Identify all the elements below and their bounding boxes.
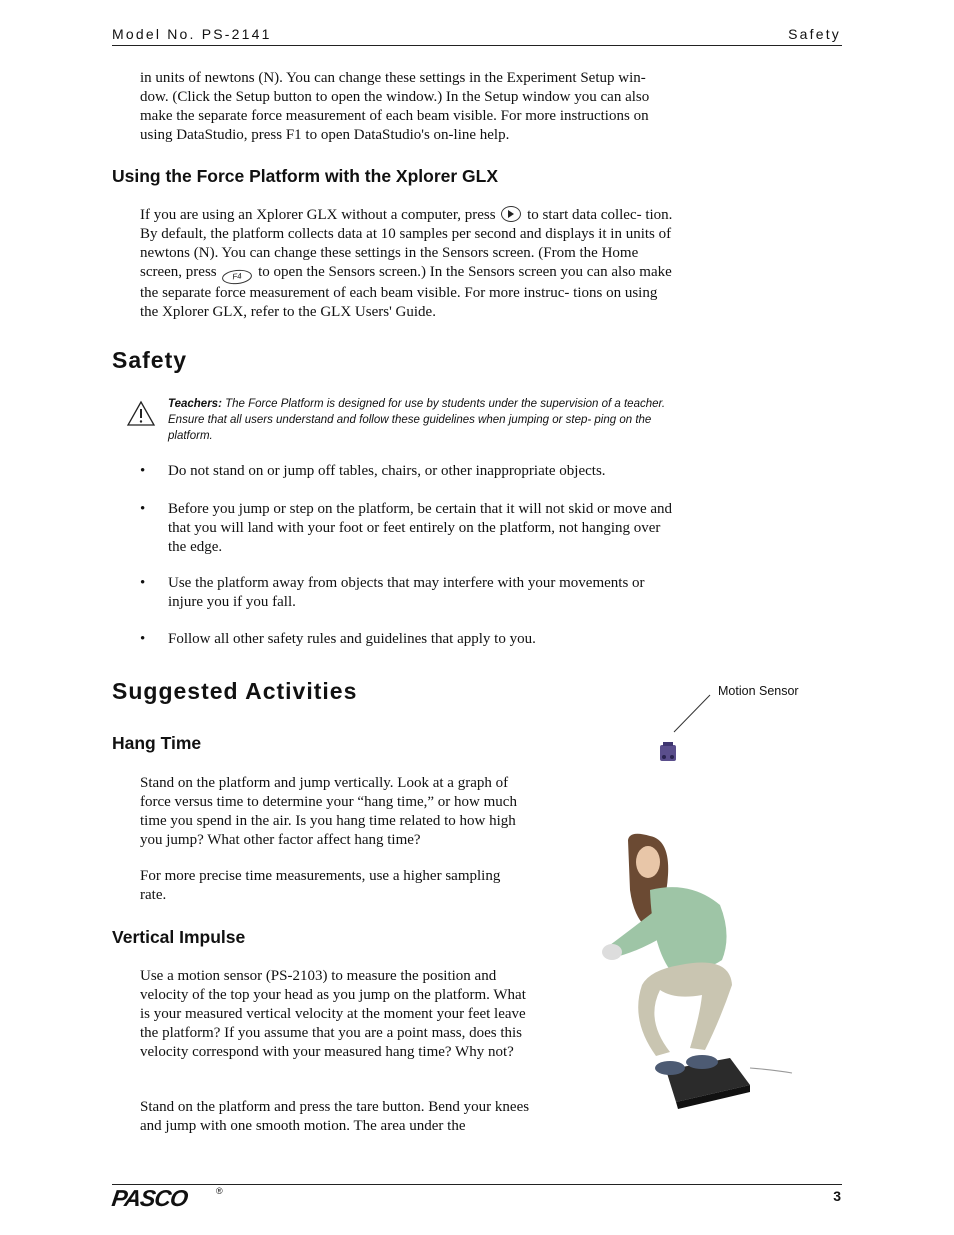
jumping-person-illustration <box>590 690 820 1110</box>
bullet-marker: • <box>140 463 146 479</box>
vertical-impulse-paragraph-2: Stand on the platform and press the tare button. Bend your knees and jump with one smooth motion. The area under the <box>140 1099 530 1134</box>
registered-mark: ® <box>216 1186 223 1196</box>
motion-sensor-icon <box>660 742 676 761</box>
xplorer-text-3: to open the Sensors screen.) In the Sensors screen you can also make the separate force measurement of each beam visible. For more instruc- tions on using the Xplorer GLX, refer to the GLX Users' Guide. <box>140 264 672 320</box>
bullet-marker: • <box>140 501 146 517</box>
hang-time-paragraph-2: For more precise time measurements, use a higher sampling rate. <box>140 868 501 903</box>
xplorer-text-1: If you are using an Xplorer GLX without a computer, press <box>140 207 496 223</box>
intro-paragraph: in units of newtons (N). You can change these settings in the Experiment Setup win- dow. (Click the Setup button to open the window.) In the Setup window you can also make the separate force measurement of each beam visible. For more instructions on using DataStudio, press F1 to open DataStudio's on-line help. <box>140 70 650 143</box>
f4-key-icon: F4 <box>222 268 253 285</box>
vertical-impulse-paragraph-1: Use a motion sensor (PS-2103) to measure the position and velocity of the top your head as you jump on the platform. What is your measured vertical velocity at the moment your feet leave the platform? If you assume that you are a point mass, does this velocity correspond with your measured hang time? Why not? <box>140 968 526 1060</box>
teacher-note-text: The Force Platform is designed for use by students under the supervision of a teacher. Ensure that all users understand and follow these guidelines when jumping or step- ping on the platform. <box>168 398 666 442</box>
header-section: Safety <box>788 26 841 42</box>
header-rule <box>112 45 842 46</box>
xplorer-text-2: to start data collec- tion. By default, the platform collects data at 10 samples per second and displays it in units of newtons (N). You can change these settings in the Sensors screen. (From the Home screen, press <box>140 207 673 280</box>
motion-sensor-caption: Motion Sensor <box>718 684 799 698</box>
activities-heading: Suggested Activities <box>112 678 358 704</box>
hang-time-paragraph-1: Stand on the platform and jump vertically. Look at a graph of force versus time to determine your “hang time,” or how much time you spend in the air. Is you hang time related to how high you jump? What other factor affect hang time? <box>140 775 517 848</box>
pasco-logo: PASCO <box>110 1185 189 1211</box>
xplorer-paragraph <box>140 206 675 322</box>
bullet-marker: • <box>140 575 146 591</box>
hang-time-heading: Hang Time <box>112 733 202 753</box>
safety-bullet-3: Use the platform away from objects that may interfere with your movements or injure you if you fall. <box>168 575 645 610</box>
safety-bullet-4: Follow all other safety rules and guidelines that apply to you. <box>168 631 536 647</box>
safety-bullet-2: Before you jump or step on the platform, be certain that it will not skid or move and that you will land with your foot or feet entirely on the platform, not hanging over the edge. <box>168 501 673 555</box>
header-model: Model No. PS-2141 <box>112 26 272 42</box>
teacher-note-lead: Teachers: <box>168 398 222 410</box>
vertical-impulse-heading: Vertical Impulse <box>112 927 246 947</box>
safety-heading: Safety <box>112 347 188 373</box>
warning-triangle-icon <box>126 400 156 427</box>
safety-bullet-1: Do not stand on or jump off tables, chairs, or other inappropriate objects. <box>168 463 606 479</box>
footer-rule <box>112 1184 842 1185</box>
bullet-marker: • <box>140 631 146 647</box>
teacher-note <box>168 396 680 444</box>
xplorer-heading: Using the Force Platform with the Xplorer GLX <box>112 166 499 186</box>
page-number: 3 <box>833 1188 841 1204</box>
play-button-icon <box>501 206 521 222</box>
